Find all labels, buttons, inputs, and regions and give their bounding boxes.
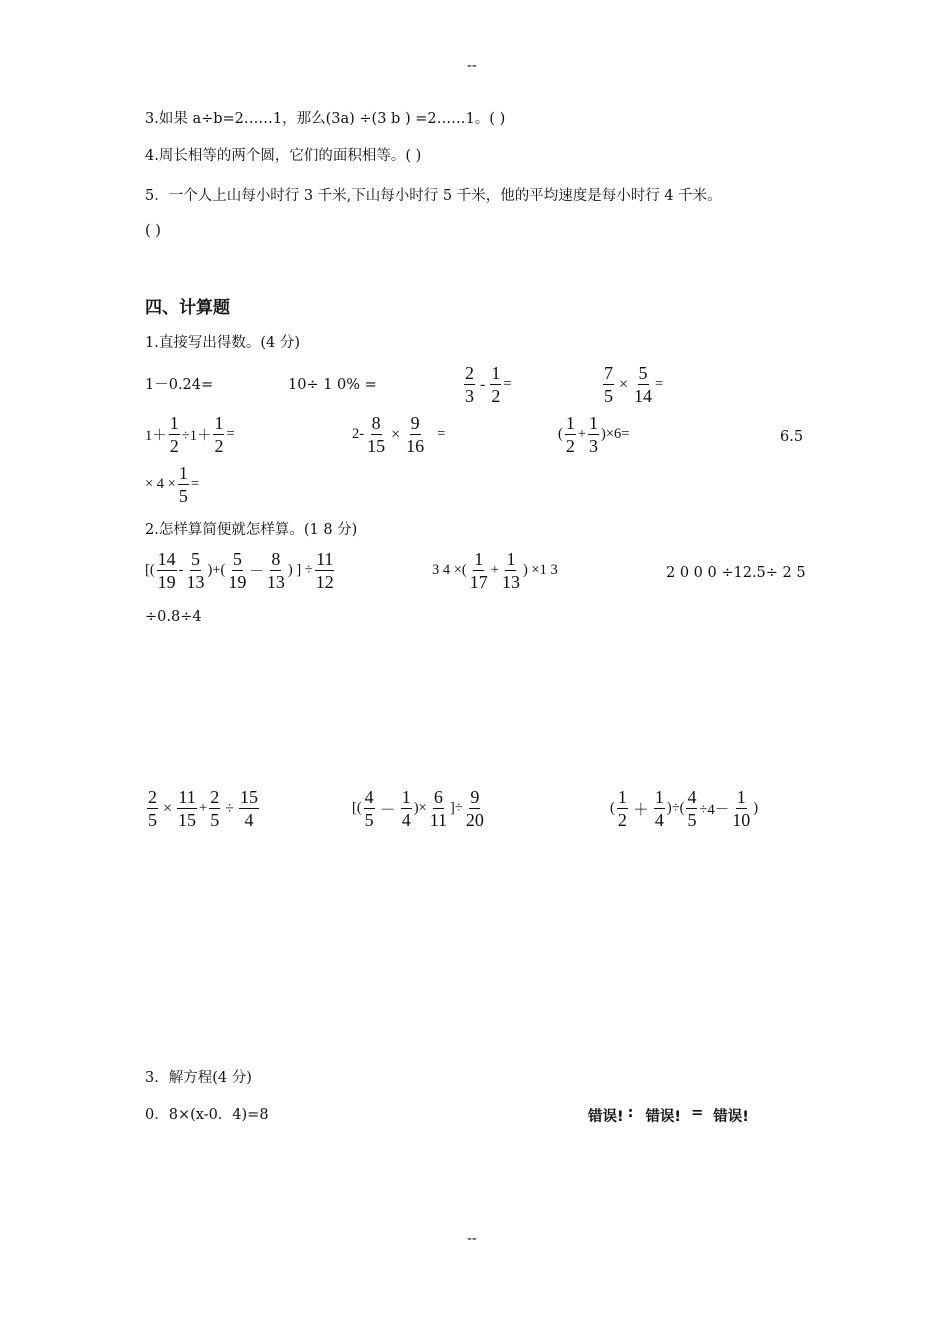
calc-item-c: $\frac{2}{3}$ - $\frac{1}{2}$ =	[465, 363, 512, 406]
fraction: $\frac{5}{19}$	[228, 549, 247, 592]
fraction: $\frac{1}{3}$	[589, 413, 599, 456]
part1-title: 1.直接写出得数。(4 分)	[145, 335, 300, 351]
fraction: $\frac{2}{5}$	[210, 787, 220, 830]
judge-question-4: 4.周长相等的两个圆，它们的面积相等。( )	[145, 148, 422, 164]
section-title: 四、计算题	[145, 298, 230, 318]
fraction: $\frac{1}{2}$	[617, 787, 627, 830]
judge-question-3: 3.如果 a÷b=2……1，那么(3a) ÷(3 b ) =2……1。( )	[145, 111, 506, 127]
fraction: $\frac{1}{5}$	[178, 463, 188, 506]
judge-question-5: 5．一个人上山每小时行 3 千米,下山每小时行 5 千米，他的平均速度是每小时行 4 千米。	[145, 188, 722, 204]
fraction: $\frac{5}{14}$	[634, 363, 653, 406]
fraction: $\frac{11}{12}$	[315, 549, 334, 592]
fraction: $\frac{1}{2}$	[169, 413, 179, 456]
simplify-item-c: 2 0 0 0 ÷12.5÷ 2 5	[666, 565, 806, 581]
part3-title: 3．解方程(4 分)	[145, 1070, 252, 1086]
fraction: $\frac{2}{3}$	[465, 363, 474, 406]
fraction: $\frac{5}{13}$	[186, 549, 205, 592]
error-field: 错误!	[645, 1109, 682, 1125]
calc-item-h-continued: × 4 × $\frac{1}{5}$ =	[145, 463, 200, 506]
fraction: $\frac{1}{2}$	[491, 363, 501, 406]
simplify-item-c-continued: ÷0.8÷4	[145, 609, 202, 625]
equation-1: 0．8×(x-0．4)=8	[145, 1107, 269, 1123]
calc-item-a: 1－0.24=	[145, 377, 214, 393]
error-field: 错误!	[588, 1109, 624, 1125]
fraction: $\frac{1}{17}$	[469, 549, 488, 592]
fraction: $\frac{2}{5}$	[148, 787, 157, 830]
fraction: $\frac{7}{5}$	[604, 363, 613, 406]
simplify-item-f: ( $\frac{1}{2}$ ＋ $\frac{1}{4}$ )÷( $\frac{4}{5}$ ÷4－ $\frac{1}{10}$ )	[610, 787, 759, 830]
calc-item-g: ( $\frac{1}{2}$ + $\frac{1}{3}$ )×6=	[558, 413, 630, 456]
error-field: 错误!	[713, 1109, 749, 1125]
part2-title: 2.怎样算简便就怎样算。(1 8 分)	[145, 522, 358, 538]
calc-item-f: 2- $\frac{8}{15}$ × $\frac{9}{16}$ =	[352, 413, 446, 456]
fraction: $\frac{4}{5}$	[687, 787, 697, 830]
equation-2-error-fields	[588, 1105, 749, 1126]
fraction: $\frac{1}{2}$	[565, 413, 575, 456]
fraction: $\frac{1}{4}$	[401, 787, 411, 830]
fraction: $\frac{9}{16}$	[406, 413, 425, 456]
simplify-item-e: [( $\frac{4}{5}$ － $\frac{1}{4}$ )× $\frac{6}{11}$ ]÷ $\frac{9}{20}$	[352, 787, 484, 830]
equals-sign: =	[691, 1105, 704, 1121]
fraction: $\frac{4}{5}$	[364, 787, 374, 830]
judge-question-5-answer-paren: ( )	[145, 223, 161, 239]
fraction: $\frac{15}{4}$	[240, 787, 258, 830]
fraction: $\frac{8}{15}$	[367, 413, 386, 456]
fraction: $\frac{9}{20}$	[465, 787, 484, 830]
fraction: $\frac{8}{13}$	[266, 549, 285, 592]
page-marker-top: --	[467, 58, 477, 74]
fraction: $\frac{1}{4}$	[654, 787, 664, 830]
fraction: $\frac{1}{2}$	[214, 413, 224, 456]
colon-label: :	[627, 1105, 634, 1121]
simplify-item-a: [( $\frac{14}{19}$ - $\frac{5}{13}$ )+( $\frac{5}{19}$ － $\frac{8}{13}$ ) ] ÷ $\frac{11}{12}$	[145, 549, 334, 592]
simplify-item-b: 3 4 ×( $\frac{1}{17}$ + $\frac{1}{13}$ ) ×1 3	[432, 549, 558, 592]
fraction: $\frac{6}{11}$	[429, 787, 448, 830]
calc-item-h-start: 6.5	[780, 429, 804, 445]
fraction: $\frac{1}{10}$	[732, 787, 751, 830]
fraction: $\frac{11}{15}$	[178, 787, 197, 830]
calc-item-b: 10÷ 1 0% =	[288, 377, 377, 393]
calc-item-e: 1＋ $\frac{1}{2}$ ÷1＋ $\frac{1}{2}$ =	[145, 413, 235, 456]
calc-item-d: $\frac{7}{5}$ × $\frac{5}{14}$ =	[604, 363, 664, 406]
fraction: $\frac{1}{13}$	[501, 549, 520, 592]
simplify-item-d: $\frac{2}{5}$ × $\frac{11}{15}$ + $\frac{2}{5}$ ÷ $\frac{15}{4}$	[148, 787, 258, 830]
page-marker-bottom: --	[467, 1231, 477, 1247]
fraction: $\frac{14}{19}$	[157, 549, 176, 592]
